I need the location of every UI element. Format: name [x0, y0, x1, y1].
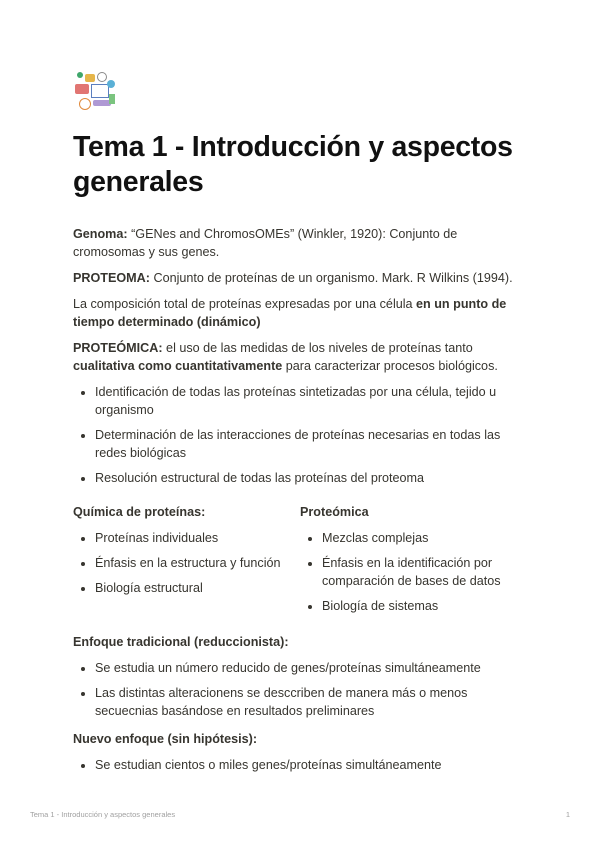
document-page: [73, 70, 523, 782]
list-item: • Énfasis en la estructura y función: [95, 554, 300, 572]
list-item: • Proteínas individuales: [95, 529, 300, 547]
composicion-paragraph: La composición total de proteínas expresadas por una célula en un punto de tiempo determinado (dinámico): [73, 297, 507, 329]
proteoma-paragraph: PROTEOMA: Conjunto de proteínas de un organismo. Mark. R Wilkins (1994).: [73, 271, 513, 285]
enfoque-tradicional-list: [73, 659, 523, 720]
list-item: • Biología de sistemas: [322, 597, 523, 615]
list-item: • Mezclas complejas: [322, 529, 523, 547]
proteomica-list: [73, 383, 523, 487]
page-icon: [73, 70, 119, 112]
page-title: Tema 1 - Introducción y aspectos generales: [73, 131, 513, 198]
nuevo-enfoque-list: [73, 756, 523, 774]
list-item: • Identificación de todas las proteínas sintetizadas por una célula, tejido u organismo: [95, 383, 523, 419]
list-item: • Determinación de las interacciones de proteínas necesarias en todas las redes biológicas: [95, 426, 523, 462]
column-heading: Proteómica: [300, 505, 369, 519]
list-item: • Énfasis en la identificación por comparación de bases de datos: [322, 554, 523, 590]
list-item: • Se estudian cientos o miles genes/proteínas simultáneamente: [95, 756, 523, 774]
comparison-columns: [73, 503, 523, 623]
proteomica-column: [300, 503, 523, 623]
column-list: [73, 529, 300, 597]
list-item: • Se estudia un número reducido de genes/proteínas simultáneamente: [95, 659, 523, 677]
page-footer: Tema 1 - Introducción y aspectos generales: [30, 810, 176, 819]
section-heading: Enfoque tradicional (reduccionista):: [73, 635, 289, 649]
list-item: • Resolución estructural de todas las proteínas del proteoma: [95, 469, 523, 487]
list-item: • Las distintas alteracionens se desccriben de manera más o menos secuecnias basándose en resultados preliminares: [95, 684, 523, 720]
proteomica-paragraph: PROTEÓMICA: el uso de las medidas de los niveles de proteínas tanto cualitativa como cuantitativamente para caracterizar procesos biológicos.: [73, 341, 498, 373]
column-heading: Química de proteínas:: [73, 505, 206, 519]
page-number: 1: [565, 810, 570, 819]
column-list: [300, 529, 523, 615]
quimica-column: [73, 503, 300, 623]
genoma-paragraph: Genoma: “GENes and ChromosOMEs” (Winkler, 1920): Conjunto de cromosomas y sus genes.: [73, 227, 458, 259]
list-item: • Biología estructural: [95, 579, 300, 597]
section-heading: Nuevo enfoque (sin hipótesis):: [73, 732, 258, 746]
